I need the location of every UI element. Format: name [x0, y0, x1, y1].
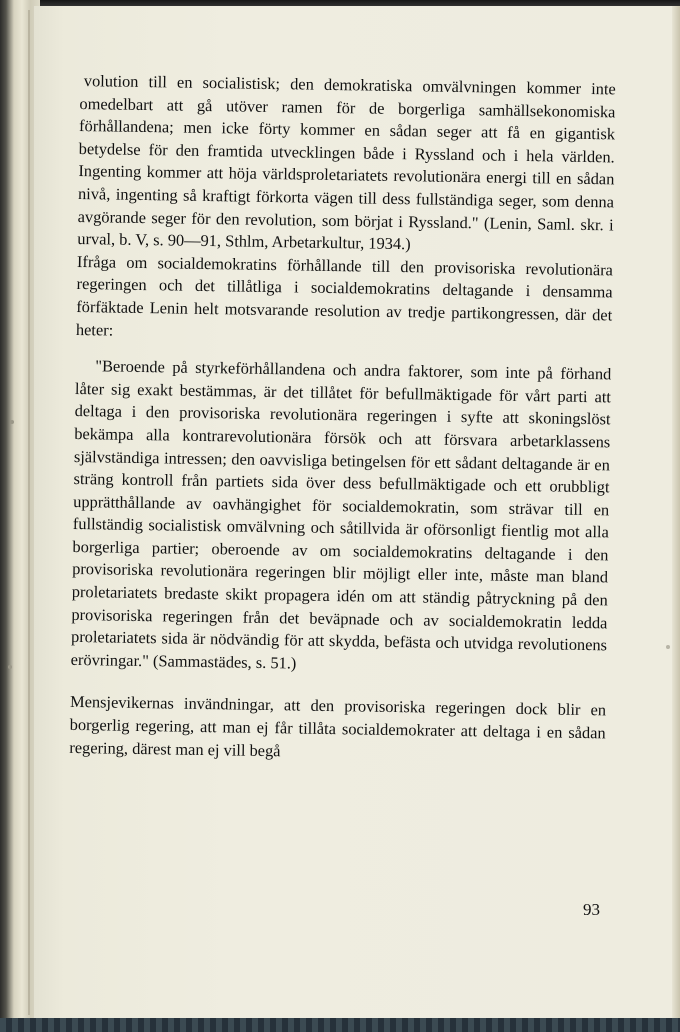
paragraph-ifraga: Ifråga om socialdemokratins förhållande till den provisoriska revolutionära regeringen och det tillåtliga i socialdemokratins deltagande i densamma förfäktade Lenin helt motsvarande resolution av tredje partikongressen, där det heter:	[75, 251, 614, 340]
page-number: 93	[583, 900, 600, 919]
scan-bottom-border	[0, 1018, 680, 1032]
paragraph-mensjevikernas: Mensjevikernas invändningar, att den provisoriska regeringen dock blir en borgerlig regering, att man ej får tillåta socialdemokrater att deltaga i en sådan regering, därest man ej vill begå	[69, 692, 607, 760]
spine-speck	[8, 665, 12, 669]
block-quote: "Beroende på styrkeförhållandena och andra faktorer, som inte på förhand låter sig exakt bestämmas, är det tillåtet för befullmäktigade för vårt parti att deltaga i den provisoriska revolutionära regeringen i syfte att skoningslöst bekämpa alla kontrarevolutionära försök och att försvara arbetarklassens självständiga intressen; den oavvisliga betingelsen för ett sådant deltagande är en sträng kontroll från partiets sida över dess befullmäktigade och ett orubbligt upprätthållande av oavhängighet för socialdemokratin, som strävar till en fullständig socialistisk omvälvning och såtillvida är oförsonligt fientlig mot alla borgerliga partier; oberoende av om socialdemokratins deltagande i den provisoriska revolutionära regeringen blir möjligt eller inte, måste man bland proletariatets bredaste skikt propagera idén om att ständig påtryckning på den provisoriska regeringen från det beväpnade och av socialdemokratin ledda proletariatets sida är nödvändig för att skydda, befästa och utvidga revolutionens erövringar." (Sammastädes, s. 51.)	[70, 356, 612, 673]
page-right-edge	[672, 6, 680, 1019]
paragraph-continued: volution till en socialistisk; den demokratiska omvälvningen kommer inte omedelbart att gå utöver ramen för de borgerliga samhällsekonomiska förhållandena; men icke förty kommer en sådan seger att få en gigantisk betydelse för den framtida utvecklingen både i Ryssland och i hela världen. Ingenting kommer att höja världsproletariatets revolutionära energi till en sådan nivå, ingenting så kraftigt förkorta vägen till dess fullständiga seger, som denna avgörande seger för den revolution, som börjat i Ryssland." (Lenin, Saml. skr. i urval, b. V, s. 90—91, Sthlm, Arbetarkultur, 1934.)	[77, 71, 616, 254]
page-body-text	[69, 70, 616, 768]
spine-speck	[10, 420, 14, 424]
page-speck	[666, 645, 670, 649]
page-fold-line	[28, 10, 30, 1015]
